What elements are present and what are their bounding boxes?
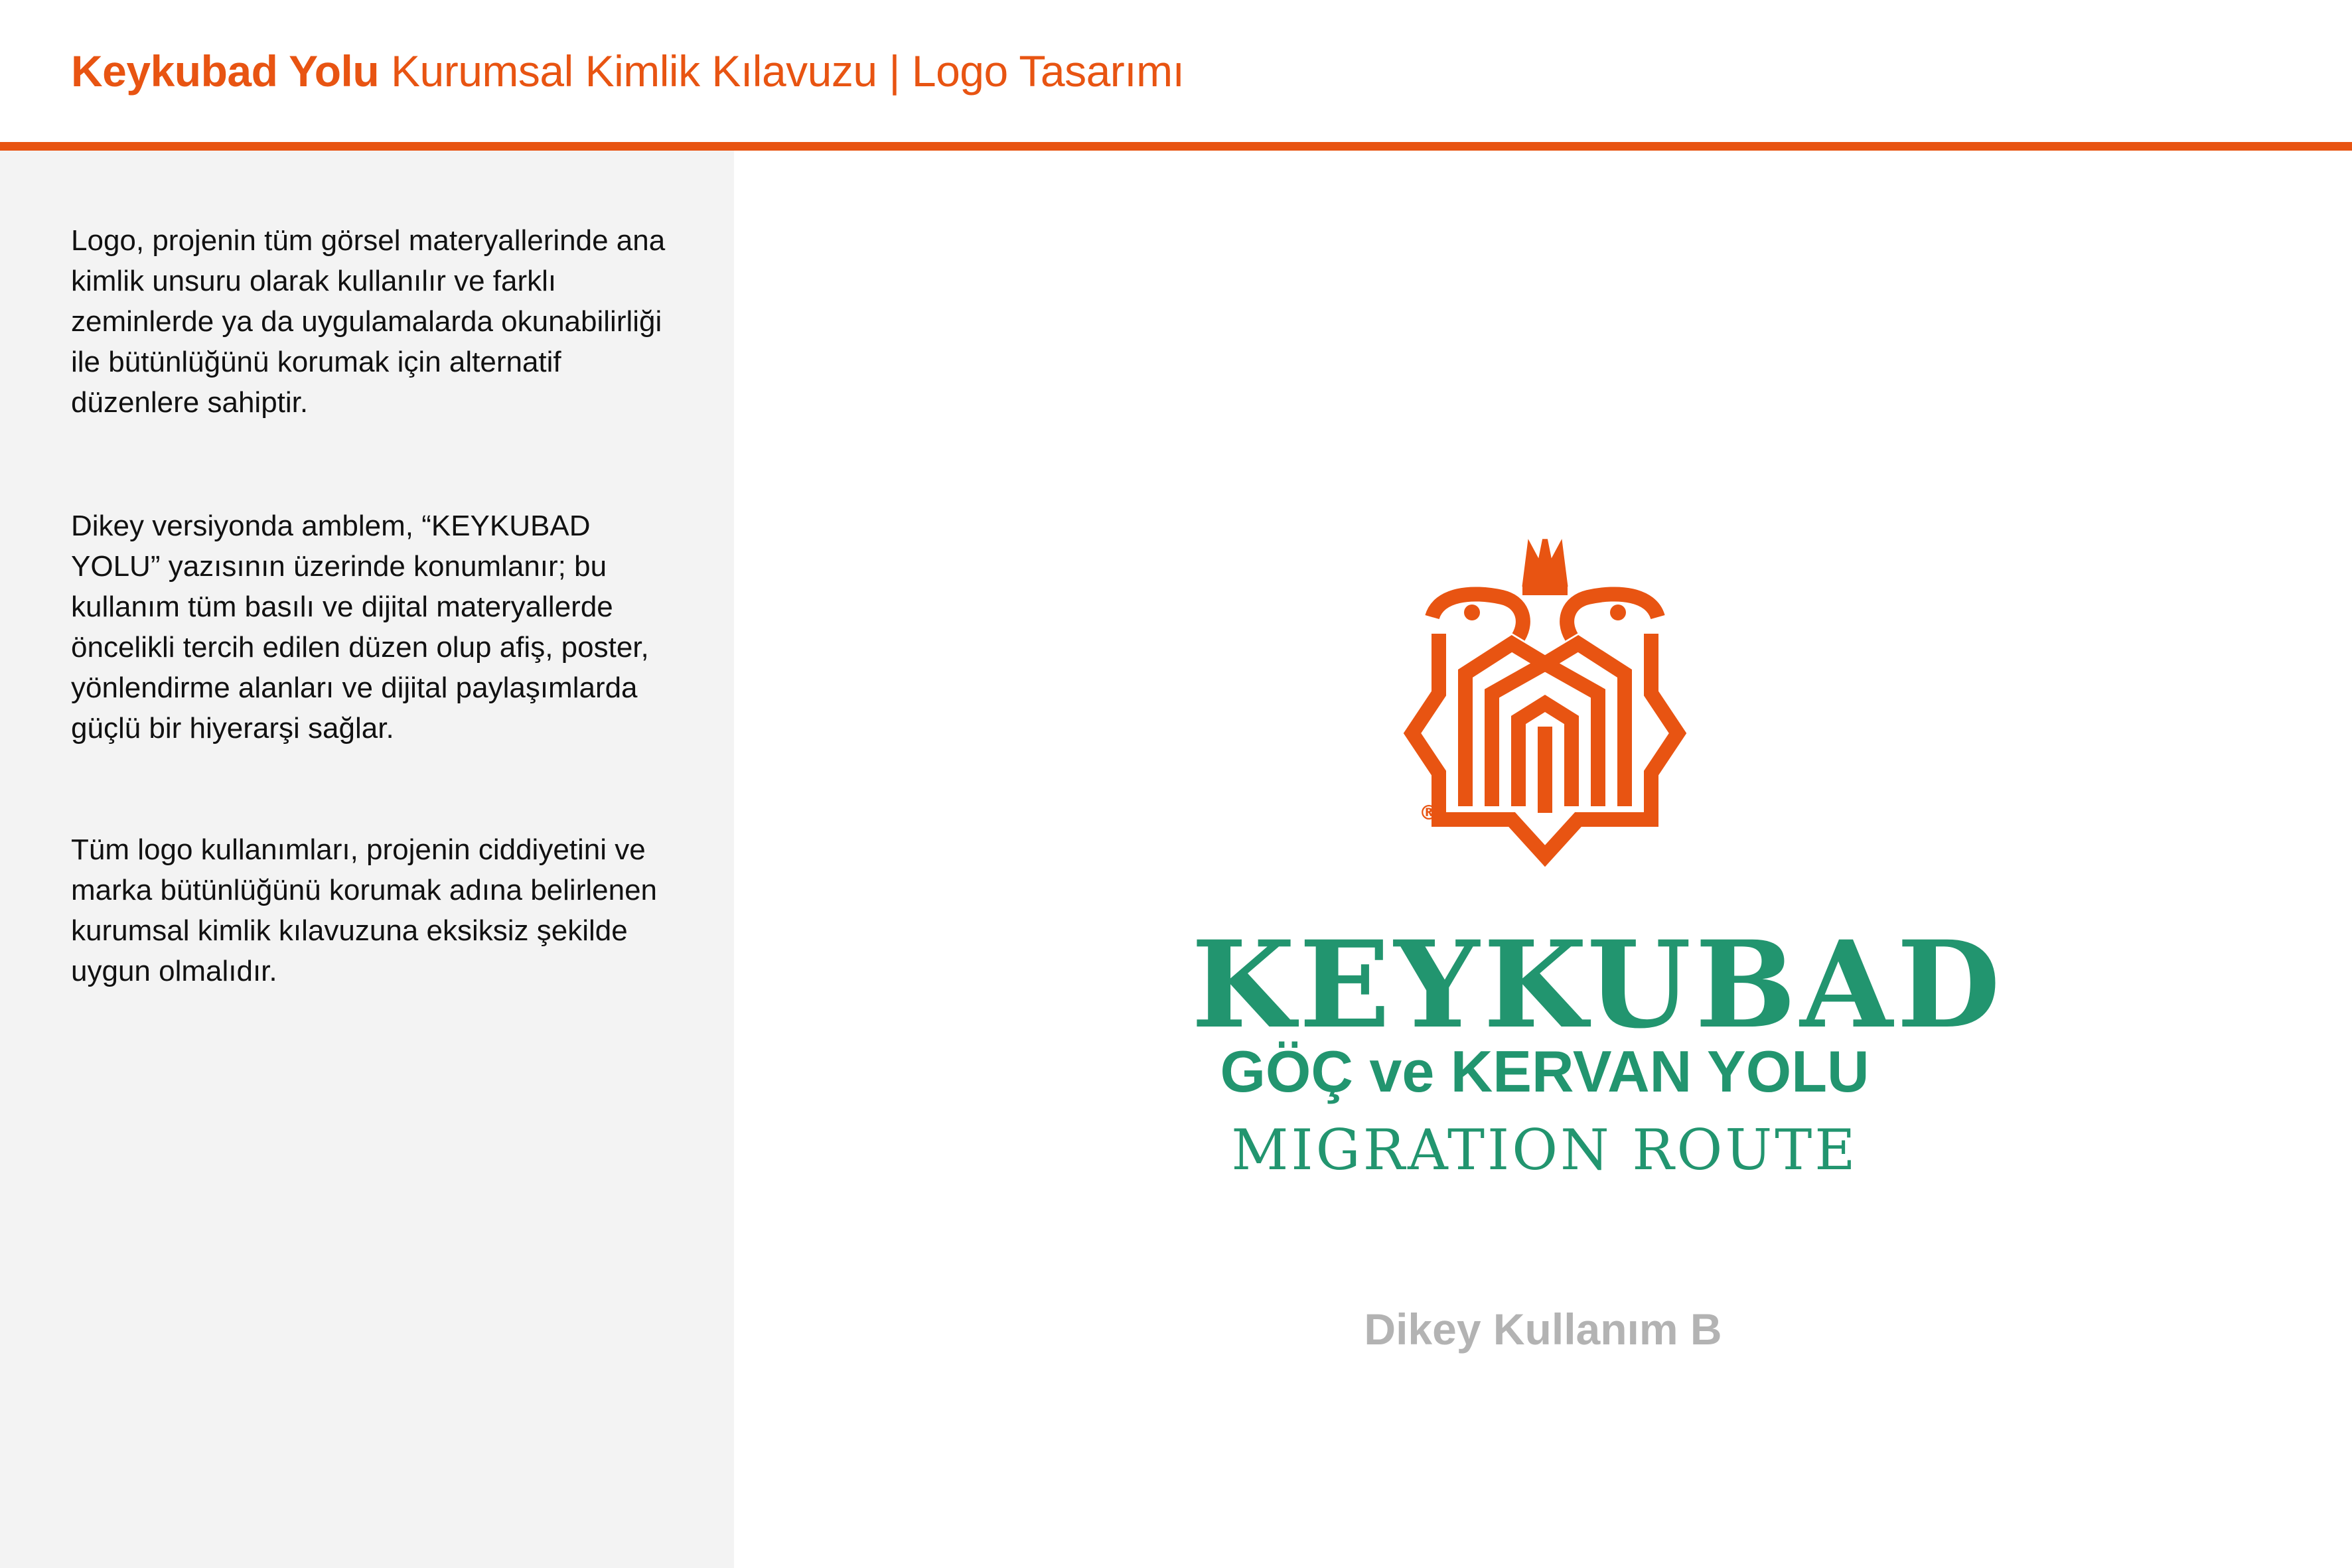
- page-header: [0, 0, 2352, 142]
- description-paragraph-3: Tüm logo kullanımları, projenin ciddiyetini ve marka bütünlüğünü korumak adına belirlenen kurumsal kimlik kılavuzuna eksiksiz şekilde uygun olmalıdır.: [71, 833, 658, 987]
- header-divider: [0, 142, 2352, 151]
- description-paragraph-1: Logo, projenin tüm görsel materyallerinde ana kimlik unsuru olarak kullanılır ve farklı zeminlerde ya da uygulamalarda okunabilirliği ile bütünlüğünü korumak için alternatif düzenlere sahiptir.: [71, 224, 666, 419]
- page-title-brand: Keykubad Yolu: [71, 46, 380, 96]
- logo-variant-caption: Dikey Kullanım B: [1364, 1305, 1722, 1354]
- wordmark-line-2: GÖÇ ve KERVAN YOLU: [1220, 1038, 1870, 1104]
- page-title: [71, 41, 1184, 101]
- wordmark-line-1: KEYKUBAD: [1191, 915, 2005, 1055]
- registered-mark: ®: [1419, 802, 1439, 825]
- wordmark-line-3: MIGRATION ROUTE: [1231, 1117, 1858, 1182]
- caravanserai-gate-emblem-icon: [1392, 528, 1698, 906]
- description-paragraph-2: Dikey versiyonda amblem, “KEYKUBAD YOLU” yazısının üzerinde konumlanır; bu kullanım tüm basılı ve dijital materyallerde öncelikli tercih edilen düzen olup afiş, poster, yönlendirme alanları ve dijital paylaşımlarda güçlü bir hiyerarşi sağlar.: [71, 510, 649, 745]
- page-title-rest: Kurumsal Kimlik Kılavuzu | Logo Tasarımı: [379, 46, 1185, 96]
